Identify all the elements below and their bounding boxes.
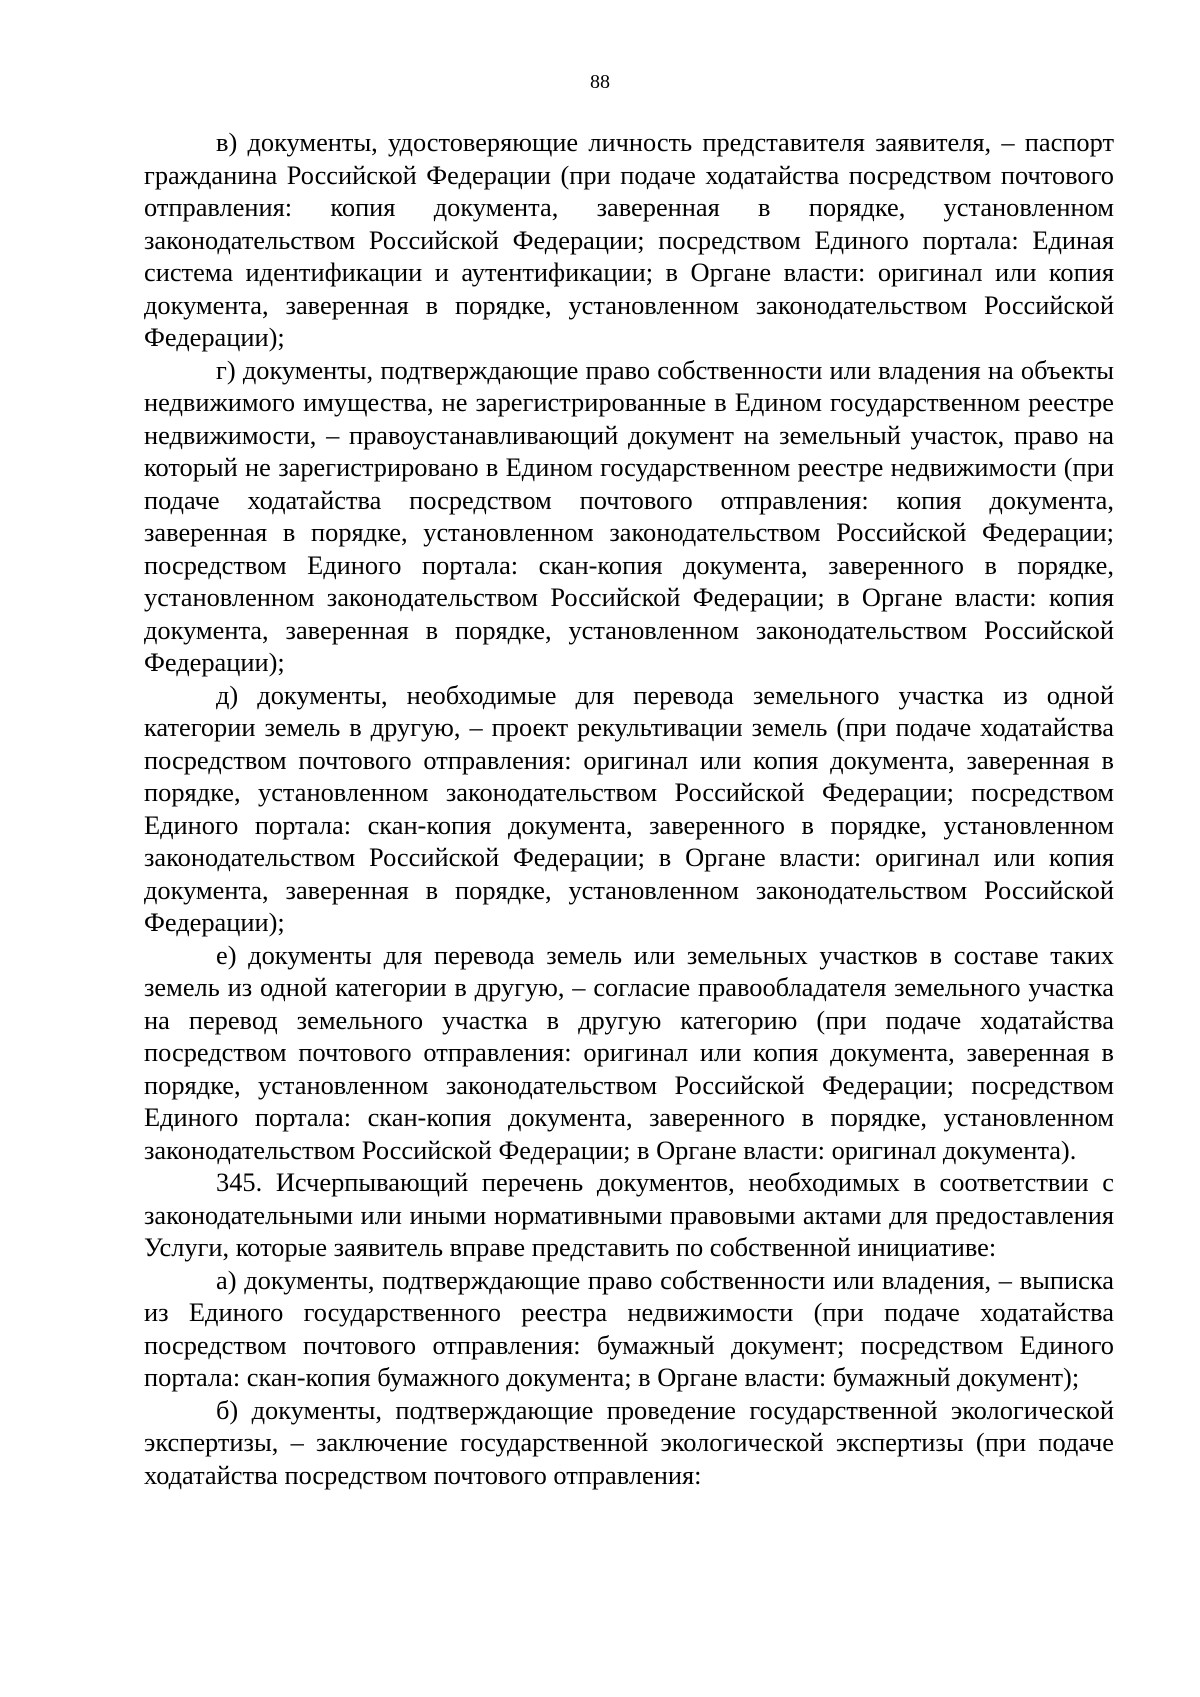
document-body — [144, 126, 1114, 1491]
paragraph-g: г) документы, подтверждающие право собственности или владения на объекты недвижимого имущества, не зарегистрированные в Едином государственном реестре недвижимости, – правоустанавливающий документ на земельный участок, право на который не зарегистрировано в Едином государственном реестре недвижимости (при подаче ходатайства посредством почтового отправления: копия документа, заверенная в порядке, установленном законодательством Российской Федерации; посредством Единого портала: скан-копия документа, заверенного в порядке, установленном законодательством Российской Федерации; в Органе власти: копия документа, заверенная в порядке, установленном законодательством Российской Федерации); — [144, 354, 1114, 677]
paragraph-b: б) документы, подтверждающие проведение государственной экологической экспертизы, – заключение государственной экологической экспертизы (при подаче ходатайства посредством почтового отправления: — [144, 1394, 1114, 1490]
page-number: 88 — [590, 71, 610, 93]
paragraph-v: в) документы, удостоверяющие личность представителя заявителя, – паспорт гражданина Российской Федерации (при подаче ходатайства посредством почтового отправления: копия документа, заверенная в порядке, установленном законодательством Российской Федерации; посредством Единого портала: Единая система идентификации и аутентификации; в Органе власти: оригинал или копия документа, заверенная в порядке, установленном законодательством Российской Федерации); — [144, 127, 1114, 352]
paragraph-a: а) документы, подтверждающие право собственности или владения, – выписка из Единого государственного реестра недвижимости (при подаче ходатайства посредством почтового отправления: бумажный документ; посредством Единого портала: скан-копия бумажного документа; в Органе власти: бумажный документ); — [144, 1264, 1114, 1392]
paragraph-345: 345. Исчерпывающий перечень документов, необходимых в соответствии с законодательными или иными нормативными правовыми актами для предоставления Услуги, которые заявитель вправе представить по собственной инициативе: — [144, 1167, 1114, 1262]
paragraph-e: е) документы для перевода земель или земельных участков в составе таких земель из одной категории в другую, – согласие правообладателя земельного участка на перевод земельного участка в другую категорию (при подаче ходатайства посредством почтового отправления: оригинал или копия документа, заверенная в порядке, установленном законодательством Российской Федерации; посредством Единого портала: скан-копия документа, заверенного в порядке, установленном законодательством Российской Федерации; в Органе власти: оригинал документа). — [144, 939, 1114, 1165]
paragraph-d: д) документы, необходимые для перевода земельного участка из одной категории земель в другую, – проект рекультивации земель (при подаче ходатайства посредством почтового отправления: оригинал или копия документа, заверенная в порядке, установленном законодательством Российской Федерации; посредством Единого портала: скан-копия документа, заверенного в порядке, установленном законодательством Российской Федерации; в Органе власти: оригинал или копия документа, заверенная в порядке, установленном законодательством Российской Федерации); — [144, 679, 1114, 937]
